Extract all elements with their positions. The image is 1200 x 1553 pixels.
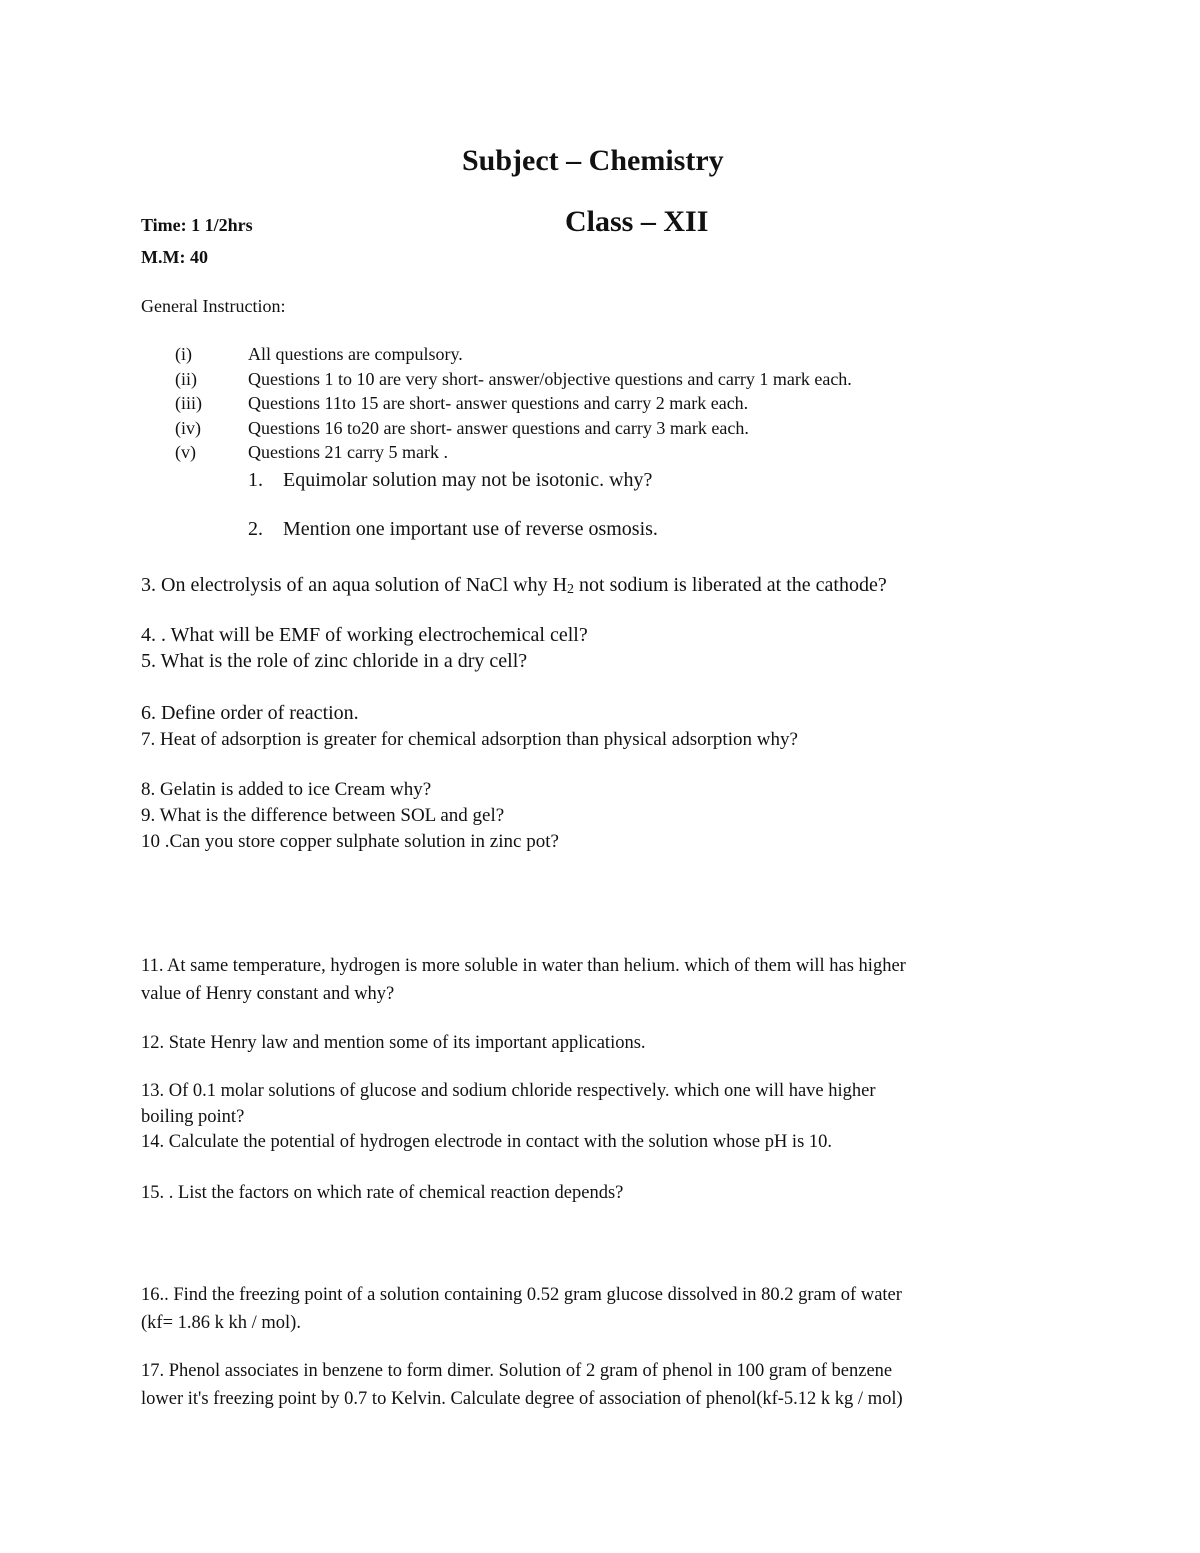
question-2: Mention one important use of reverse osmosis. [283,518,658,540]
question-13: 13. Of 0.1 molar solutions of glucose and sodium chloride respectively. which one will have higher [141,1081,876,1101]
instruction-number: (iii) [175,393,202,413]
question-3-text-end: not sodium is liberated at the cathode? [574,574,887,596]
question-16: 16.. Find the freezing point of a solution containing 0.52 gram glucose dissolved in 80.2 gram of water [141,1285,902,1305]
question-8: 8. Gelatin is added to ice Cream why? [141,779,432,800]
question-17-continued: lower it's freezing point by 0.7 to Kelvin. Calculate degree of association of phenol(kf-5.12 k kg / mol) [141,1389,903,1409]
question-11-continued: value of Henry constant and why? [141,984,395,1004]
instruction-text: Questions 11to 15 are short- answer questions and carry 2 mark each. [248,393,749,413]
instruction-number: (iv) [175,418,201,438]
instructions-heading: General Instruction: [141,296,286,316]
question-17: 17. Phenol associates in benzene to form dimer. Solution of 2 gram of phenol in 100 gram of benzene [141,1361,893,1381]
question-7: 7. Heat of adsorption is greater for chemical adsorption than physical adsorption why? [141,729,798,750]
instruction-text: Questions 21 carry 5 mark . [248,442,448,462]
question-10: 10 .Can you store copper sulphate solution in zinc pot? [141,831,559,852]
question-14: 14. Calculate the potential of hydrogen electrode in contact with the solution whose pH is 10. [141,1132,833,1152]
instruction-number: (v) [175,442,196,462]
question-6: 6. Define order of reaction. [141,702,359,724]
instruction-text: All questions are compulsory. [248,344,463,364]
question-5: 5. What is the role of zinc chloride in a dry cell? [141,650,528,672]
question-9: 9. What is the difference between SOL and gel? [141,805,505,826]
question-3-text-start: 3. On electrolysis of an aqua solution of NaCl why H [141,574,568,596]
question-11: 11. At same temperature, hydrogen is more soluble in water than helium. which of them will has higher [141,956,906,976]
max-marks-label: M.M: 40 [141,247,208,267]
subject-title: Subject – Chemistry [462,144,724,177]
question-1: Equimolar solution may not be isotonic. why? [283,469,653,491]
question-13-continued: boiling point? [141,1107,245,1127]
instruction-text: Questions 1 to 10 are very short- answer/objective questions and carry 1 mark each. [248,369,852,389]
question-3 [141,574,887,598]
question-16-continued: (kf= 1.86 k kh / mol). [141,1313,301,1333]
class-title: Class – XII [565,205,709,238]
instruction-text: Questions 16 to20 are short- answer questions and carry 3 mark each. [248,418,749,438]
question-15: 15. . List the factors on which rate of chemical reaction depends? [141,1183,624,1203]
question-number: 2. [248,518,263,540]
question-number: 1. [248,469,263,491]
instruction-number: (ii) [175,369,197,389]
instruction-number: (i) [175,344,192,364]
question-4: 4. . What will be EMF of working electrochemical cell? [141,624,588,646]
question-12: 12. State Henry law and mention some of its important applications. [141,1033,646,1053]
time-label: Time: 1 1/2hrs [141,215,253,235]
question-3-subscript: 2 [567,582,575,598]
